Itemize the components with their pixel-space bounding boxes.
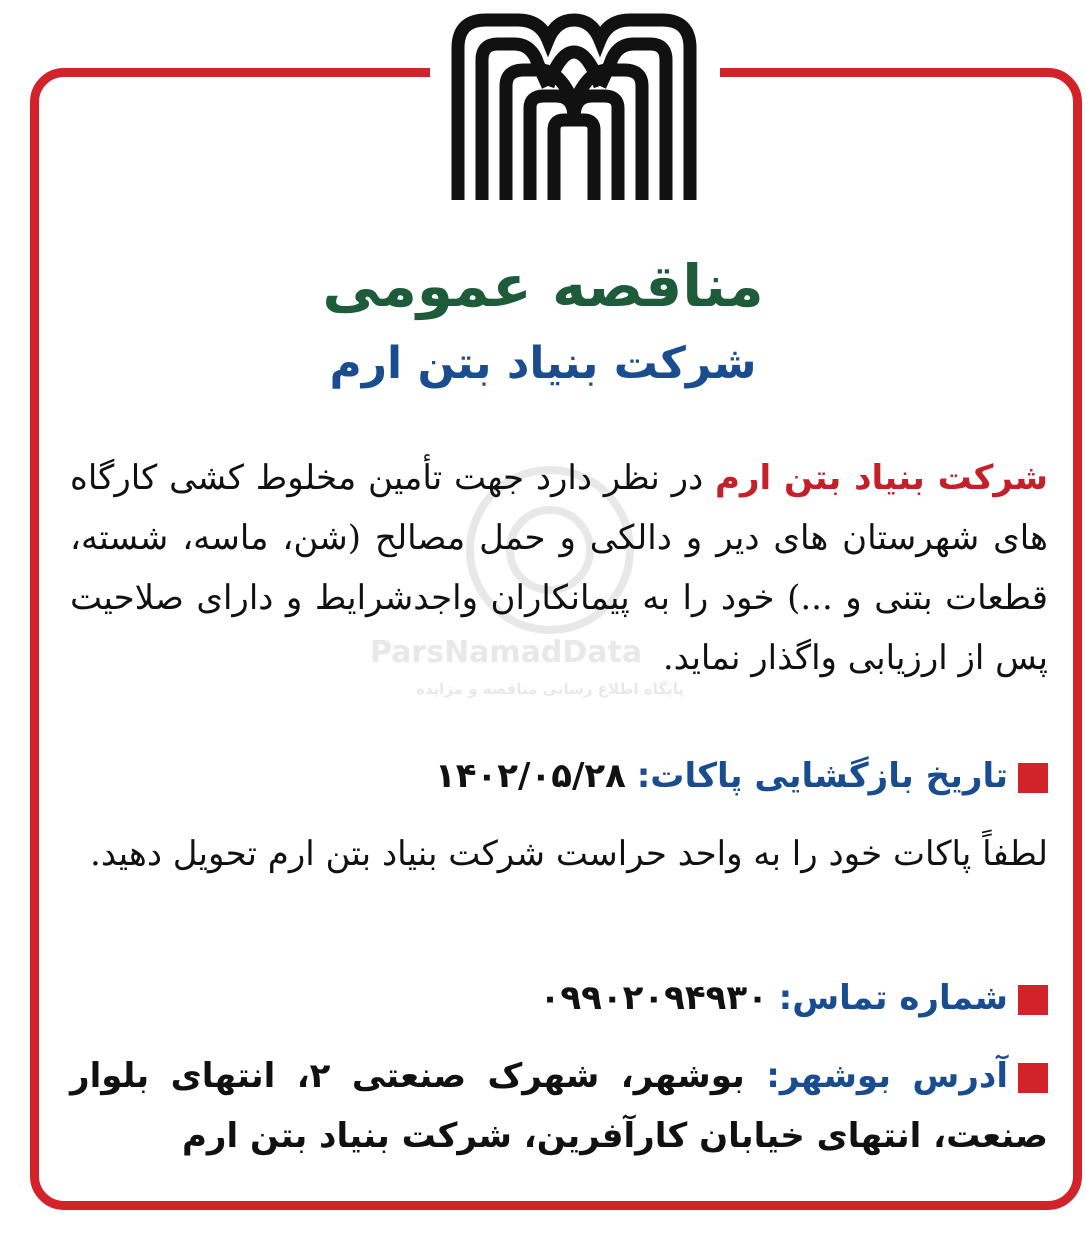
opening-date-row — [70, 746, 1048, 806]
intro-text: در نظر دارد جهت تأمین مخلوط کشی کارگاه های شهرستان های دیر و دالکی و حمل مصالح (شن، ماسه، شسته، قطعات بتنی و ...) خود را به پیمانکاران واجدشرایط و دارای صلاحیت پس از ارزیابی واگذار نماید. — [70, 458, 1048, 678]
company-subtitle: شرکت بنیاد بتن ارم — [329, 338, 757, 389]
bullet-square-icon — [1018, 985, 1048, 1015]
delivery-note: لطفاً پاکات خود را به واحد حراست شرکت بنیاد بتن ارم تحویل دهید. — [90, 834, 1048, 874]
company-logo-icon — [448, 8, 700, 208]
intro-paragraph — [70, 448, 1048, 688]
bullet-square-icon — [1018, 763, 1048, 793]
opening-date-label: تاریخ بازگشایی پاکات: — [636, 756, 1008, 796]
opening-date-value: ۱۴۰۲/۰۵/۲۸ — [435, 756, 626, 796]
address-label: آدرس بوشهر: — [766, 1056, 1008, 1096]
intro-company: شرکت بنیاد بتن ارم — [715, 458, 1048, 498]
address-paragraph — [70, 1046, 1048, 1166]
bullet-square-icon — [1018, 1063, 1048, 1093]
page-title: مناقصه عمومی — [322, 252, 764, 320]
phone-label: شماره تماس: — [778, 978, 1008, 1018]
phone-value: ۰۹۹۰۲۰۹۴۹۳۰ — [539, 978, 768, 1018]
phone-row — [70, 968, 1048, 1028]
address-value: بوشهر، شهرک صنعتی ۲، انتهای بلوار صنعت، انتهای خیابان کارآفرین، شرکت بنیاد بتن ارم — [70, 1056, 1048, 1156]
